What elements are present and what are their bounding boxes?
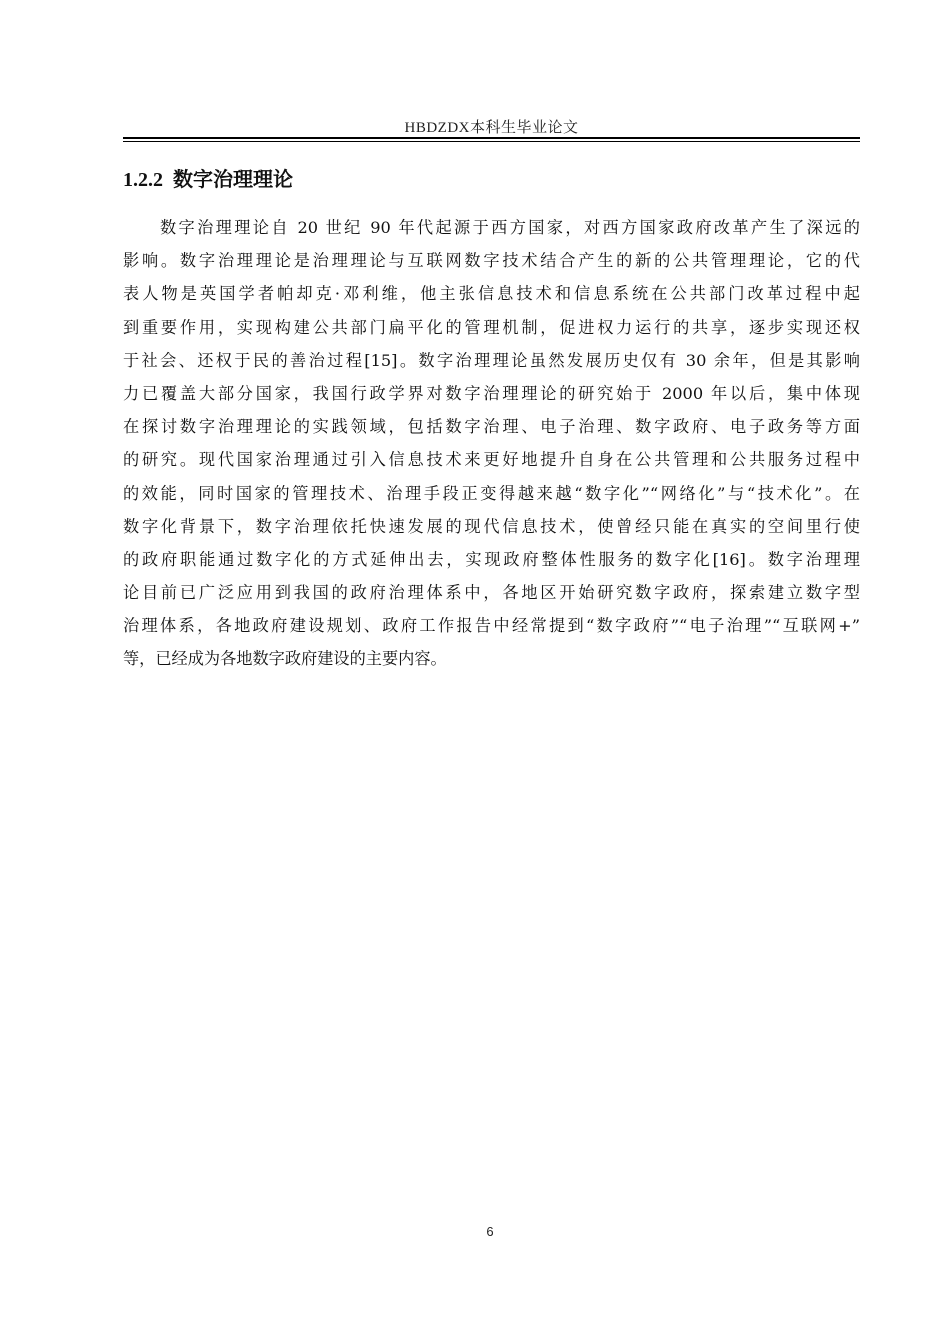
paragraph-line: 论目前已广泛应用到我国的政府治理体系中，各地区开始研究数字政府，探索建立数字型 [123,583,860,603]
paragraph-line: 于社会、还权于民的善治过程[15]。数字治理理论虽然发展历史仅有 30 余年，但是其影响 [123,350,860,370]
paragraph-line: 的效能，同时国家的管理技术、治理手段正变得越来越“数字化”“网络化”与“技术化”。在 [123,483,860,503]
paragraph-line: 在探讨数字治理理论的实践领域，包括数字治理、电子治理、数字政府、电子政务等方面 [123,417,860,437]
running-header: HBDZDX本科生毕业论文 [404,120,579,136]
paragraph-line: 等，已经成为各地数字政府建设的主要内容。 [123,649,447,669]
section-title: 数字治理理论 [173,167,293,191]
section-heading [123,164,293,195]
paragraph-line: 数字化背景下，数字治理依托快速发展的现代信息技术，使曾经只能在真实的空间里行使 [123,516,860,536]
paragraph-line: 影响。数字治理理论是治理理论与互联网数字技术结合产生的新的公共管理理论，它的代 [123,251,860,271]
paragraph-line: 的研究。现代国家治理通过引入信息技术来更好地提升自身在公共管理和公共服务过程中 [123,450,860,470]
body-paragraph [123,211,860,676]
page-number: 6 [486,1224,494,1239]
paragraph-line: 力已覆盖大部分国家，我国行政学界对数字治理理论的研究始于 2000 年以后，集中体现 [123,383,860,403]
paragraph-line: 数字治理理论自 20 世纪 90 年代起源于西方国家，对西方国家政府改革产生了深远的 [160,218,860,237]
header-rule-secondary [123,141,860,142]
paragraph-line: 到重要作用，实现构建公共部门扁平化的管理机制，促进权力运行的共享，逐步实现还权 [123,317,860,337]
paragraph-line: 的政府职能通过数字化的方式延伸出去，实现政府整体性服务的数字化[16]。数字治理理 [123,549,860,569]
section-number: 1.2.2 [123,169,163,191]
paragraph-line: 治理体系，各地政府建设规划、政府工作报告中经常提到“数字政府”“电子治理”“互联网+” [123,616,860,636]
header-rule [123,137,860,139]
paragraph-line: 表人物是英国学者帕却克·邓利维，他主张信息技术和信息系统在公共部门改革过程中起 [123,284,860,304]
